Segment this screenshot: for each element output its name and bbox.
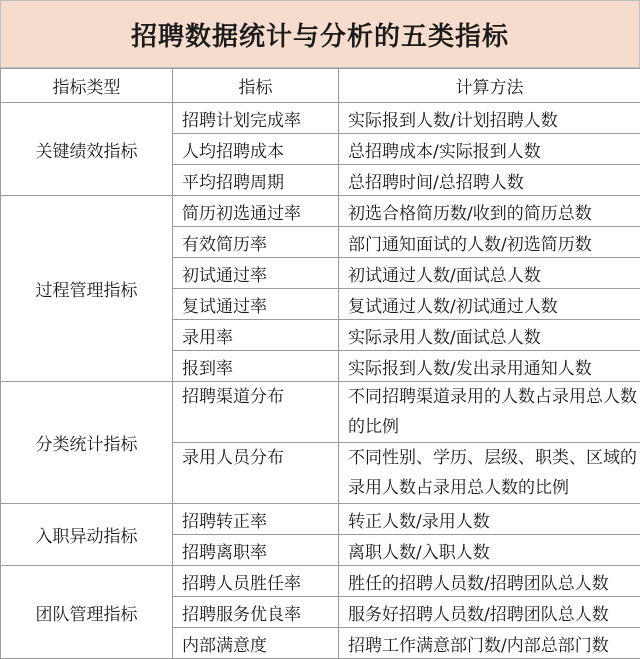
indicator-cell: 录用率 <box>173 320 339 351</box>
category-cell: 团队管理指标 <box>1 566 173 659</box>
category-cell: 关键绩效指标 <box>1 103 173 196</box>
header-indicator: 指标 <box>173 69 339 103</box>
document-title: 招聘数据统计与分析的五类指标 <box>0 0 640 68</box>
method-cell: 转正人数/录用人数 <box>339 504 640 535</box>
method-cell: 离职人数/入职人数 <box>339 535 640 566</box>
method-cell: 不同性别、学历、层级、职类、区域的录用人数占录用总人数的比例 <box>339 443 640 504</box>
method-cell: 不同招聘渠道录用的人数占录用总人数的比例 <box>339 382 640 443</box>
method-cell: 胜任的招聘人员数/招聘团队总人数 <box>339 566 640 597</box>
indicator-cell: 招聘计划完成率 <box>173 103 339 134</box>
indicator-cell: 平均招聘周期 <box>173 165 339 196</box>
indicator-cell: 简历初选通过率 <box>173 196 339 227</box>
method-cell: 复试通过人数/初试通过人数 <box>339 289 640 320</box>
method-cell: 实际报到人数/计划招聘人数 <box>339 103 640 134</box>
table-row <box>1 103 640 134</box>
method-cell: 招聘工作满意部门数/内部总部门数 <box>339 628 640 659</box>
table-row <box>1 504 640 535</box>
table-row <box>1 566 640 597</box>
method-cell: 实际报到人数/发出录用通知人数 <box>339 351 640 382</box>
method-cell: 初选合格简历数/收到的简历总数 <box>339 196 640 227</box>
category-cell: 入职异动指标 <box>1 504 173 566</box>
header-method: 计算方法 <box>339 69 640 103</box>
indicator-cell: 复试通过率 <box>173 289 339 320</box>
indicator-cell: 初试通过率 <box>173 258 339 289</box>
method-cell: 服务好招聘人员数/招聘团队总人数 <box>339 597 640 628</box>
indicator-cell: 招聘转正率 <box>173 504 339 535</box>
table-row <box>1 382 640 443</box>
method-cell: 初试通过人数/面试总人数 <box>339 258 640 289</box>
method-cell: 部门通知面试的人数/初选简历数 <box>339 227 640 258</box>
indicator-cell: 招聘服务优良率 <box>173 597 339 628</box>
table-row <box>1 196 640 227</box>
category-cell: 分类统计指标 <box>1 382 173 504</box>
indicator-table <box>0 68 640 659</box>
method-cell: 总招聘成本/实际报到人数 <box>339 134 640 165</box>
header-category: 指标类型 <box>1 69 173 103</box>
header-row <box>1 69 640 103</box>
method-cell: 实际录用人数/面试总人数 <box>339 320 640 351</box>
indicator-cell: 招聘人员胜任率 <box>173 566 339 597</box>
category-cell: 过程管理指标 <box>1 196 173 382</box>
indicator-cell: 有效简历率 <box>173 227 339 258</box>
method-cell: 总招聘时间/总招聘人数 <box>339 165 640 196</box>
indicator-cell: 人均招聘成本 <box>173 134 339 165</box>
indicator-cell: 招聘渠道分布 <box>173 382 339 443</box>
indicator-cell: 招聘离职率 <box>173 535 339 566</box>
indicator-cell: 内部满意度 <box>173 628 339 659</box>
indicator-cell: 报到率 <box>173 351 339 382</box>
indicator-cell: 录用人员分布 <box>173 443 339 504</box>
